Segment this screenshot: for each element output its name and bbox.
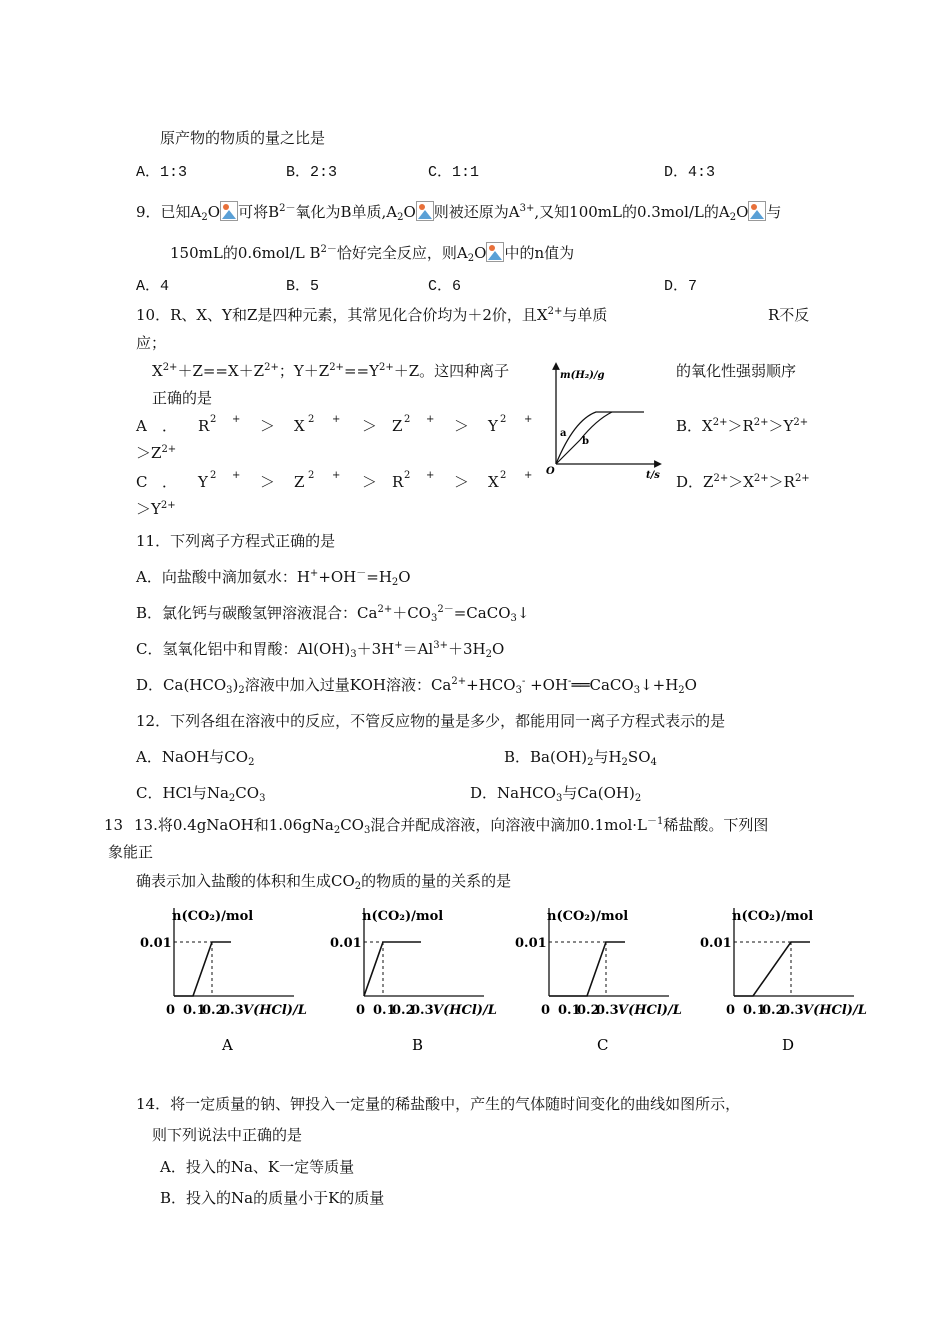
y-axis-label: n(CO₂)/mol xyxy=(362,909,444,924)
q13-line3: 确表示加入盐酸的体积和生成$CO_2$的物质的量的关系的是 xyxy=(136,872,512,892)
curve-a-label: a xyxy=(560,428,567,439)
q9-line2: 150mL的0.6mol/L $B^{2-}$恰好完全反应，则$A_2O$ 中的n值为 xyxy=(170,244,575,264)
q12-option-a: A．NaOH与$CO_2$ xyxy=(136,748,255,768)
q10-line1: 10．R、X、Y和Z是四种元素，其常见化合价均为＋2价，且$X^{2+}$与单质 xyxy=(136,306,608,324)
q12-stem: 12．下列各组在溶液中的反应，不管反应物的量是多少，都能用同一离子方程式表示的是 xyxy=(136,712,726,730)
x-axis-label: V(HCl)/L xyxy=(243,1003,307,1018)
q11-option-a: A．向盐酸中滴加氨水：$H^++OH^-=H_2O$ xyxy=(136,568,411,588)
x-tick-label: 0 xyxy=(356,1003,366,1018)
q8-option-b: B．2:3 xyxy=(286,164,338,181)
q10-option-a-tail: $>Z^{2+}$ xyxy=(136,444,177,462)
q11-stem: 11．下列离子方程式正确的是 xyxy=(136,532,336,550)
h2-graph-xlabel: t/s xyxy=(646,470,660,481)
q13-number: 13 xyxy=(104,816,124,834)
q13-line1: 13.将0.4gNaOH和$1.06gNa_2CO_3$混合并配成溶液，向溶液中滴加$0.1mol\cdot L^{-1}$稀盐酸。下列图 xyxy=(134,816,769,836)
y-tick-label: 0.01 xyxy=(330,936,362,951)
q8-option-c: C．1:1 xyxy=(428,164,480,181)
q11-option-d: D．$Ca(HCO_3)_2$溶液中加入过量KOH溶液：$Ca^{2+}+HCO_3^-$ $+OH^-══CaCO_3↓+H_2O$ xyxy=(136,676,697,696)
h2-time-graph xyxy=(540,360,670,486)
q10-line1-right: R不反 xyxy=(768,306,810,324)
q9-option-d: D．7 xyxy=(664,278,698,295)
q12-option-c: C．HCl与$Na_2CO_3$ xyxy=(136,784,266,804)
x-tick-label: 0.3 xyxy=(781,1003,804,1018)
q10-line3-right: 的氧化性强弱顺序 xyxy=(676,362,797,380)
h2-graph-ylabel: m(H₂)/g xyxy=(560,370,605,381)
y-tick-label: 0.01 xyxy=(700,936,732,951)
x-tick-label: 0.2 xyxy=(577,1003,600,1018)
q14-line2: 则下列说法中正确的是 xyxy=(152,1126,303,1144)
q13-line2: 象能正 xyxy=(108,843,154,861)
q10-line3: $X^{2+}+Z==X+Z^{2+}$；$Y+Z^{2+}==Y^{2+}+Z$。这四种离子 xyxy=(152,362,510,380)
x-tick-label: 0.2 xyxy=(202,1003,225,1018)
q8-option-d: D．4:3 xyxy=(664,164,716,181)
q13-graph-b xyxy=(320,900,510,1060)
data-line xyxy=(174,942,231,996)
x-tick-label: 0.3 xyxy=(411,1003,434,1018)
x-axis-label: V(HCl)/L xyxy=(618,1003,682,1018)
missing-image-icon xyxy=(416,201,434,221)
curve-b-label: b xyxy=(582,436,589,447)
q10-option-d: D．$Z^{2+}>X^{2+}>R^{2+}$ xyxy=(676,473,810,491)
x-tick-label: 0 xyxy=(166,1003,176,1018)
x-axis-label: V(HCl)/L xyxy=(803,1003,867,1018)
q14-option-a: A．投入的Na、K一定等质量 xyxy=(160,1158,355,1176)
q9-line1: 9．已知$A_2O$ 可将$B^{2-}$氧化为B单质$,A_2O$ 则被还原为$A^{3+}$,又知100mL的0.3mol/L的$A_2O$ 与 xyxy=(136,203,782,223)
x-tick-label: 0.1 xyxy=(743,1003,766,1018)
x-tick-label: 0 xyxy=(726,1003,736,1018)
q10-line4: 正确的是 xyxy=(152,389,213,407)
x-tick-label: 0.1 xyxy=(183,1003,206,1018)
q10-option-b: B．$X^{2+}>R^{2+}>Y^{2+}$ xyxy=(676,417,809,435)
graph-label: A xyxy=(222,1036,233,1054)
y-axis-label: n(CO₂)/mol xyxy=(172,909,254,924)
data-line xyxy=(734,942,810,996)
q13-graph-d xyxy=(690,900,880,1060)
x-tick-label: 0 xyxy=(541,1003,551,1018)
y-tick-label: 0.01 xyxy=(515,936,547,951)
q9-option-c: C．6 xyxy=(428,278,462,295)
data-line xyxy=(549,942,625,996)
q10-line2: 应； xyxy=(136,334,167,352)
x-tick-label: 0.1 xyxy=(373,1003,396,1018)
q12-option-d: D．NaHCO$_3$与$Ca(OH)_2$ xyxy=(470,784,642,804)
graph-label: B xyxy=(412,1036,424,1054)
q10-option-c-tail: $>Y^{2+}$ xyxy=(136,500,176,518)
q14-line1: 14．将一定质量的钠、钾投入一定量的稀盐酸中，产生的气体随时间变化的曲线如图所示， xyxy=(136,1095,741,1113)
x-tick-label: 0.3 xyxy=(221,1003,244,1018)
y-axis-label: n(CO₂)/mol xyxy=(547,909,629,924)
x-tick-label: 0.2 xyxy=(762,1003,785,1018)
graph-label: D xyxy=(782,1036,795,1054)
graph-label: C xyxy=(597,1036,609,1054)
q11-option-c: C．氢氧化铝中和胃酸：$Al(OH)_3+3H^+=Al^{3+}+3H_2O$ xyxy=(136,640,505,660)
y-axis-label: n(CO₂)/mol xyxy=(732,909,814,924)
q14-option-b: B．投入的Na的质量小于K的质量 xyxy=(160,1189,385,1207)
q8-stem-tail: 原产物的物质的量之比是 xyxy=(160,129,326,147)
q11-option-b: B．氯化钙与碳酸氢钾溶液混合：$Ca^{2+}+CO_3^{2-}=CaCO_3↓$ xyxy=(136,604,530,624)
missing-image-icon xyxy=(748,201,766,221)
missing-image-icon xyxy=(220,201,238,221)
q9-option-a: A．4 xyxy=(136,278,170,295)
x-tick-label: 0.2 xyxy=(392,1003,415,1018)
q12-option-b: B．$Ba(OH)_2$与$H_2SO_4$ xyxy=(504,748,657,768)
q8-option-a: A．1:3 xyxy=(136,164,188,181)
q13-graph-c xyxy=(505,900,695,1060)
h2-graph-origin: O xyxy=(546,466,555,477)
y-tick-label: 0.01 xyxy=(140,936,172,951)
q13-graph-a xyxy=(130,900,320,1060)
data-line xyxy=(364,942,421,996)
q9-option-b: B．5 xyxy=(286,278,320,295)
missing-image-icon xyxy=(486,242,504,262)
x-axis-label: V(HCl)/L xyxy=(433,1003,497,1018)
x-tick-label: 0.1 xyxy=(558,1003,581,1018)
x-tick-label: 0.3 xyxy=(596,1003,619,1018)
